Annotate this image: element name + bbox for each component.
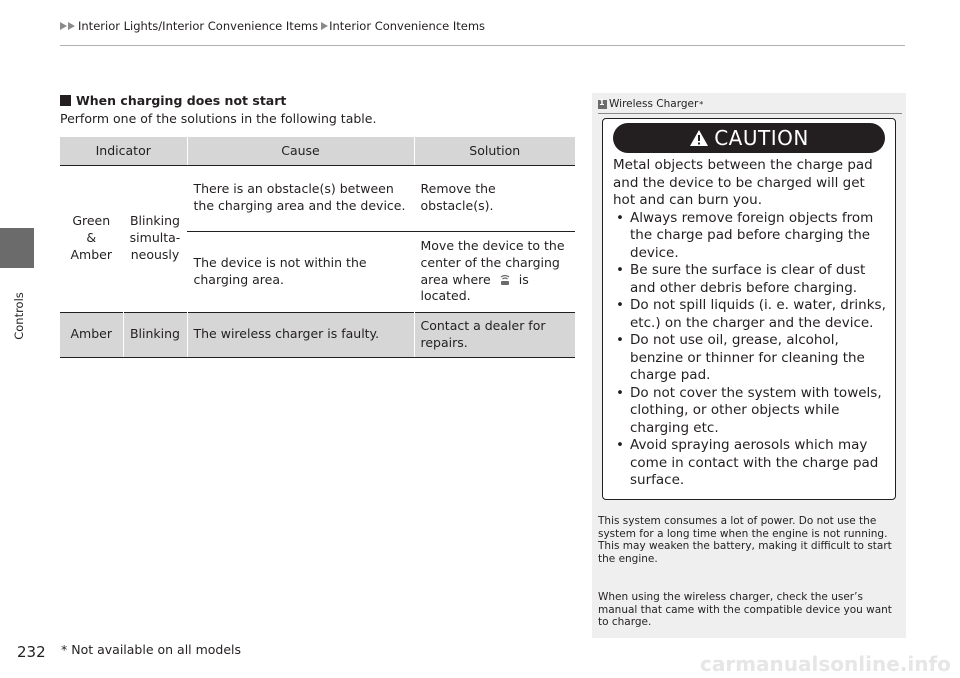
caution-label: CAUTION xyxy=(714,126,809,150)
header-divider xyxy=(60,45,905,46)
indicator-cell: Amber xyxy=(60,312,123,357)
intro-text: Perform one of the solutions in the following table. xyxy=(60,111,377,126)
table-row xyxy=(60,165,575,231)
wireless-charging-icon xyxy=(498,273,512,287)
pattern-cell: Blinking xyxy=(123,312,187,357)
pattern-cell: Blinking simulta- neously xyxy=(123,165,187,312)
cause-cell: The wireless charger is faulty. xyxy=(187,312,414,357)
cause-cell: There is an obstacle(s) between the charging area and the device. xyxy=(187,165,414,231)
list-item: • Do not cover the system with towels, clothing, or other objects while charging etc. xyxy=(613,385,891,438)
solution-cell: Remove the obstacle(s). xyxy=(414,165,575,231)
list-item: • Avoid spraying aerosols which may come in contact with the charge pad surface. xyxy=(613,437,891,490)
caution-body xyxy=(613,157,891,490)
header-cause: Cause xyxy=(187,137,414,165)
chapter-tab[interactable] xyxy=(12,286,26,346)
solution-text: Move the device to the center of the charging area where xyxy=(420,237,565,287)
sidebar-title xyxy=(598,98,703,110)
caution-box xyxy=(602,118,896,500)
sidebar-divider xyxy=(598,113,902,114)
page-number: 232 xyxy=(17,643,46,661)
header-solution: Solution xyxy=(414,137,575,165)
watermark: carmanualsonline.info xyxy=(700,652,951,676)
breadcrumb-section-link[interactable]: Interior Lights/Interior Convenience Items xyxy=(78,19,319,33)
solution-cell xyxy=(414,231,575,312)
indicator-cell: Green & Amber xyxy=(70,213,112,262)
list-item: • Do not use oil, grease, alcohol, benzine or thinner for cleaning the charge pad. xyxy=(613,332,891,385)
caution-header xyxy=(613,123,885,153)
solution-cell: Contact a dealer for repairs. xyxy=(414,312,575,357)
section-heading-text: When charging does not start xyxy=(76,93,287,108)
sidebar-title-text: Wireless Charger xyxy=(609,98,699,110)
solutions-table xyxy=(60,137,575,358)
table-header-row xyxy=(60,137,575,165)
section-heading xyxy=(60,93,286,108)
caution-list xyxy=(613,210,891,490)
warning-icon xyxy=(689,129,709,147)
chapter-tab-marker[interactable] xyxy=(0,228,34,268)
header-indicator: Indicator xyxy=(60,137,187,165)
manual-note: When using the wireless charger, check the user’s manual that came with the compatible device you want to charge. xyxy=(598,591,892,628)
breadcrumb-arrow-icon xyxy=(60,22,67,30)
power-note: This system consumes a lot of power. Do not use the system for a long time when the engine is not running. This may weaken the battery, making it difficult to start the engine. xyxy=(598,515,892,565)
table-row xyxy=(60,312,575,357)
square-bullet-icon xyxy=(60,95,71,106)
footnote: * Not available on all models xyxy=(61,642,242,657)
cause-cell: The device is not within the charging area. xyxy=(187,231,414,312)
caution-intro: Metal objects between the charge pad and the device to be charged will get hot and can burn you. xyxy=(613,157,873,208)
solution-text: is located. xyxy=(420,271,529,304)
list-item: • Be sure the surface is clear of dust and other debris before charging. xyxy=(613,262,891,297)
breadcrumb-arrow-icon xyxy=(68,22,75,30)
reference-icon: 1 xyxy=(598,100,607,109)
breadcrumb-page-link[interactable]: Interior Convenience Items xyxy=(329,19,486,33)
list-item: • Do not spill liquids (i. e. water, drinks, etc.) on the charger and the device. xyxy=(613,297,891,332)
breadcrumb xyxy=(60,19,488,33)
not-all-models-marker: * xyxy=(699,99,704,109)
sidebar-panel xyxy=(592,93,906,638)
list-item: • Always remove foreign objects from the charge pad before charging the device. xyxy=(613,210,891,263)
chapter-tab-label: Controls xyxy=(12,292,26,340)
breadcrumb-arrow-icon xyxy=(321,22,328,30)
